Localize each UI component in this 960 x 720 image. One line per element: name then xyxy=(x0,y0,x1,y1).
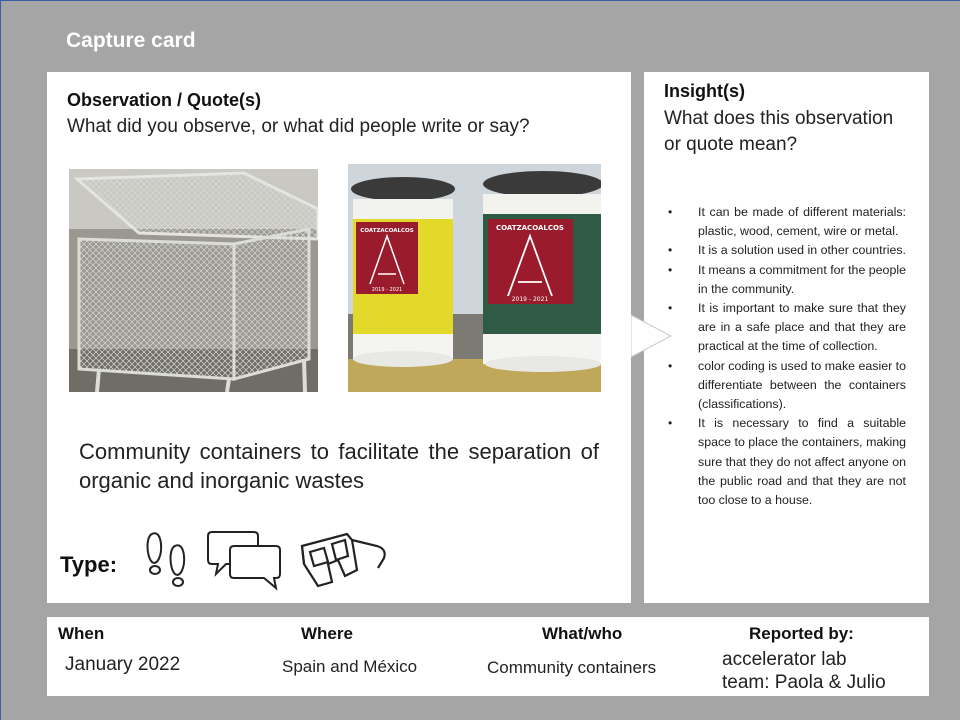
speech-bubbles-icon xyxy=(208,532,280,588)
bin-label-left: COATZACOALCOS xyxy=(360,228,414,234)
bin-years-right: 2019 - 2021 xyxy=(511,296,549,303)
reported-by-line-2: team: Paola & Julio xyxy=(722,672,886,693)
what-who-value: Community containers xyxy=(487,658,657,677)
observation-panel xyxy=(47,72,631,603)
insight-item: • It means a commitment for the people in the community. xyxy=(666,261,906,299)
community-bins-photo xyxy=(348,164,601,392)
insight-panel xyxy=(644,72,929,603)
where-value: Spain and México xyxy=(282,657,418,676)
insight-list xyxy=(666,203,906,510)
insight-item: • It can be made of different materials: plastic, wood, cement, wire or metal. xyxy=(666,203,906,241)
where-label: Where xyxy=(301,624,353,643)
reported-by-label: Reported by: xyxy=(749,624,854,643)
3d-glasses-icon xyxy=(302,534,385,586)
type-icons xyxy=(142,524,412,594)
type-label: Type: xyxy=(60,552,118,577)
when-value: January 2022 xyxy=(65,654,181,675)
arrow-pointer xyxy=(627,313,677,359)
reported-by-line-1: accelerator lab xyxy=(722,649,847,670)
insight-item: • It is a solution used in other countries. xyxy=(666,241,906,260)
insight-item: • It is necessary to find a suitable space to place the containers, making sure that they do not affect anyone on the public road and that they are not too close to a house. xyxy=(666,414,906,510)
bin-label-right: COATZACOALCOS xyxy=(496,224,564,232)
insight-item: • color coding is used to make easier to differentiate between the containers (classifications). xyxy=(666,357,906,415)
wire-basket-photo xyxy=(69,169,318,392)
observation-heading: Observation / Quote(s) xyxy=(67,90,262,110)
reported-by-value xyxy=(722,648,886,694)
observation-caption: Community containers to facilitate the separation of organic and inorganic wastes xyxy=(79,439,599,493)
when-label: When xyxy=(58,624,105,643)
insight-item: • It is important to make sure that they are in a safe place and that they are practical at the time of collection. xyxy=(666,299,906,357)
footprints-icon xyxy=(148,533,185,586)
observation-question: What did you observe, or what did people write or say? xyxy=(67,116,530,137)
what-who-label: What/who xyxy=(542,624,623,643)
bin-years-left: 2019 - 2021 xyxy=(371,287,403,293)
card-title: Capture card xyxy=(66,29,196,52)
insight-heading: Insight(s) xyxy=(664,81,745,101)
insight-question: What does this observation or quote mean? xyxy=(664,108,894,155)
meta-panel xyxy=(47,617,929,696)
